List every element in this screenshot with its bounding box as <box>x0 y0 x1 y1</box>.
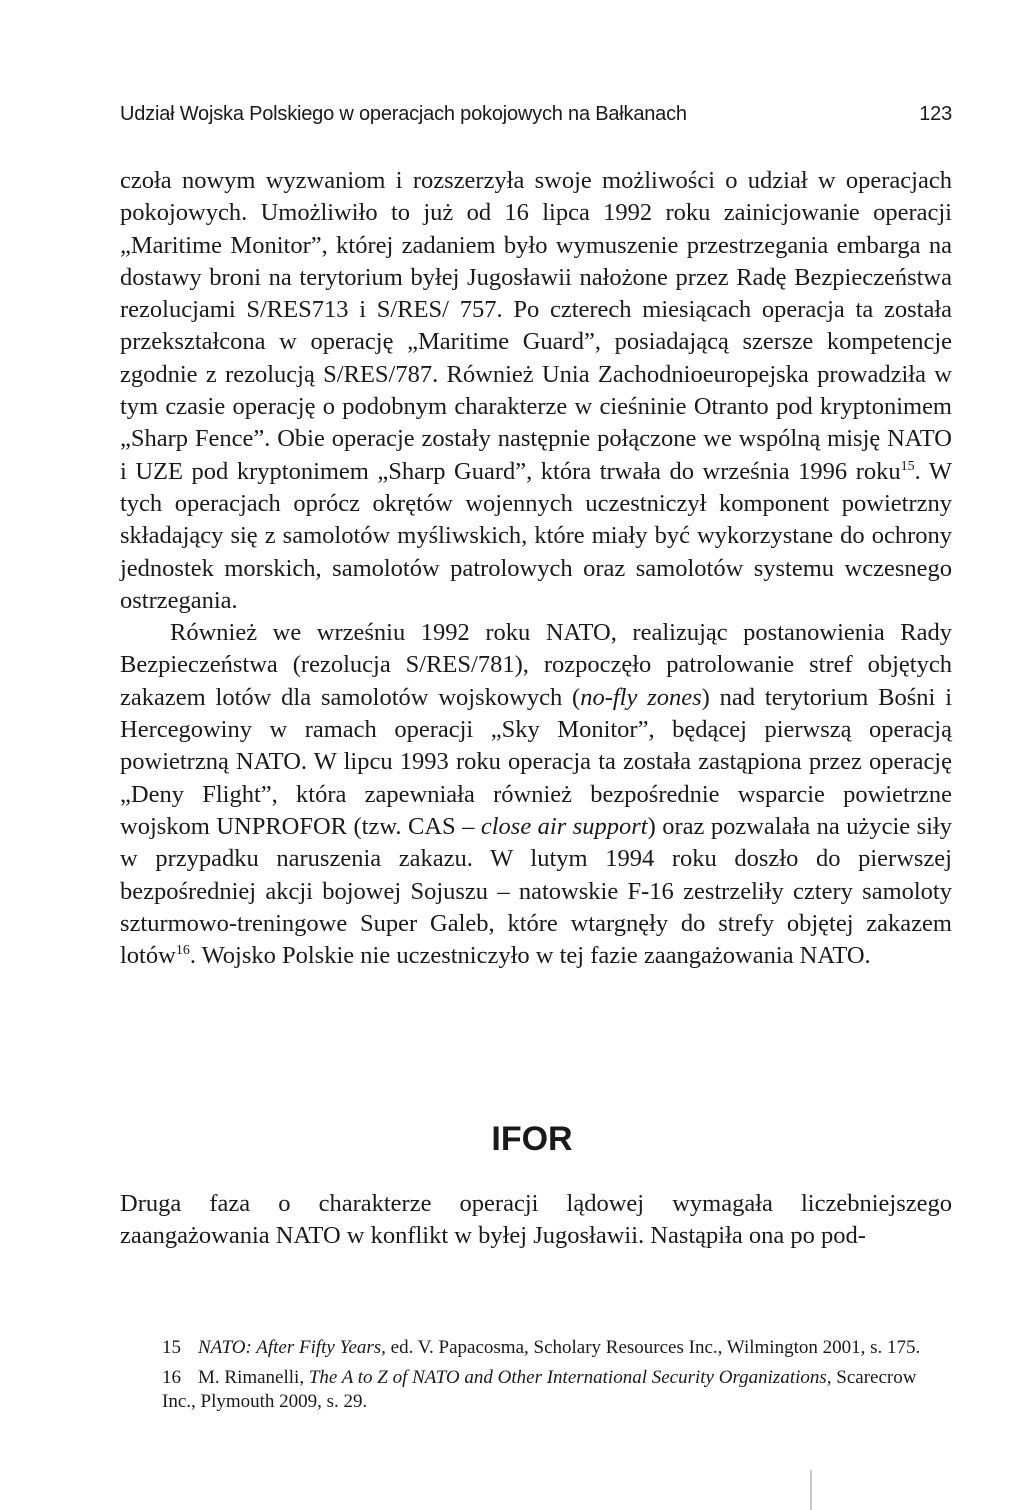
scan-mark <box>810 1470 812 1510</box>
footnote-title: NATO: After Fifty Years, <box>198 1337 386 1358</box>
footnote-number: 15 <box>162 1337 181 1358</box>
footnote-number: 16 <box>162 1367 181 1388</box>
footnote-ref-15: 15 <box>900 458 915 474</box>
paragraph-2 <box>120 617 952 972</box>
paragraph-2-italic-b: close air support <box>480 812 648 840</box>
footnotes <box>162 1336 952 1420</box>
paragraph-2-text-c: ) oraz pozwalała na użycie siły w przypadku naruszenia zakazu. W lutym 1994 roku doszło do pierwszej bezpośredniej akcji bojowej Sojuszu – natowskie F-16 zestrzeliły cztery samoloty szturmowo-treningowe Super Galeb, które wtargnęły do strefy objętej zakazem lotów <box>120 812 953 970</box>
section-heading: IFOR <box>491 1120 573 1158</box>
running-header <box>120 103 952 126</box>
footnote-title: The A to Z of NATO and Other International Security Organizations, <box>308 1367 832 1388</box>
paragraph-2-text-b: ) nad terytorium Bośni i Hercegowiny w ramach operacji „Sky Monitor”, będącej pierwszą operacją powietrzną NATO. W lipcu 1993 roku operacja ta została zastąpiona przez operację „Deny Flight”, która zapewniała również bezpośrednie wsparcie powietrzne wojskom UNPROFOR (tzw. CAS – <box>120 683 952 840</box>
footnote-ref-16: 16 <box>175 942 190 958</box>
footnote-details: ed. V. Papacosma, Scholary Resources Inc., Wilmington 2001, s. 175. <box>385 1337 921 1358</box>
section-body <box>120 1188 952 1253</box>
footnote-author: M. Rimanelli, <box>198 1367 309 1388</box>
header-title: Udział Wojska Polskiego w operacjach pokojowych na Bałkanach <box>120 103 687 125</box>
body-text <box>120 165 952 972</box>
footnote-16 <box>162 1366 952 1414</box>
paragraph-2-text-d: . Wojsko Polskie nie uczestniczyło w tej fazie zaangażowania NATO. <box>189 942 871 970</box>
paragraph-1 <box>120 165 952 617</box>
footnote-15 <box>162 1336 952 1360</box>
paragraph-2-italic-a: no-fly zones <box>580 683 702 711</box>
section-paragraph: Druga faza o charakterze operacji lądowej wymagała liczebniejszego zaangażowania NATO w konflikt w byłej Jugosławii. Nastąpiła ona po pod- <box>120 1190 952 1250</box>
paragraph-2-text-a: Również we wrześniu 1992 roku NATO, realizując postanowienia Rady Bezpieczeństwa (rezolucja S/RES/781), rozpoczęło patrolowanie stref objętych zakazem lotów dla samolotów wojskowych ( <box>120 619 952 711</box>
footnote-details: Scarecrow Inc., Plymouth 2009, s. 29. <box>162 1367 917 1412</box>
page-number: 123 <box>919 103 952 125</box>
paragraph-1-text-end: . W tych operacjach oprócz okrętów wojennych uczestniczył komponent powietrzny składający się z samolotów myśliwskich, które miały być wykorzystane do ochrony jednostek morskich, samolotów patrolowych oraz samolotów systemu wczesnego ostrzegania. <box>120 457 952 614</box>
paragraph-1-text: czoła nowym wyzwaniom i rozszerzyła swoje możliwości o udział w operacjach pokojowych. Umożliwiło to już od 16 lipca 1992 roku zainicjowanie operacji „Maritime Monitor”, której zadaniem było wymuszenie przestrzegania embarga na dostawy broni na terytorium byłej Jugosławii nałożone przez Radę Bezpieczeństwa rezolucjami S/RES713 i S/RES/ 757. Po czterech miesiącach operacja ta została przekształcona w operację „Maritime Guard”, posiadającą szersze kompetencje zgodnie z rezolucją S/RES/787. Również Unia Zachodnioeuropejska prowadziła w tym czasie operację o podobnym charakterze w cieśninie Otranto pod kryptonimem „Sharp Fence”. Obie operacje zostały następnie połączone we wspólną misję NATO i UZE pod kryptonimem „Sharp Guard”, która trwała do września 1996 roku <box>120 167 952 485</box>
